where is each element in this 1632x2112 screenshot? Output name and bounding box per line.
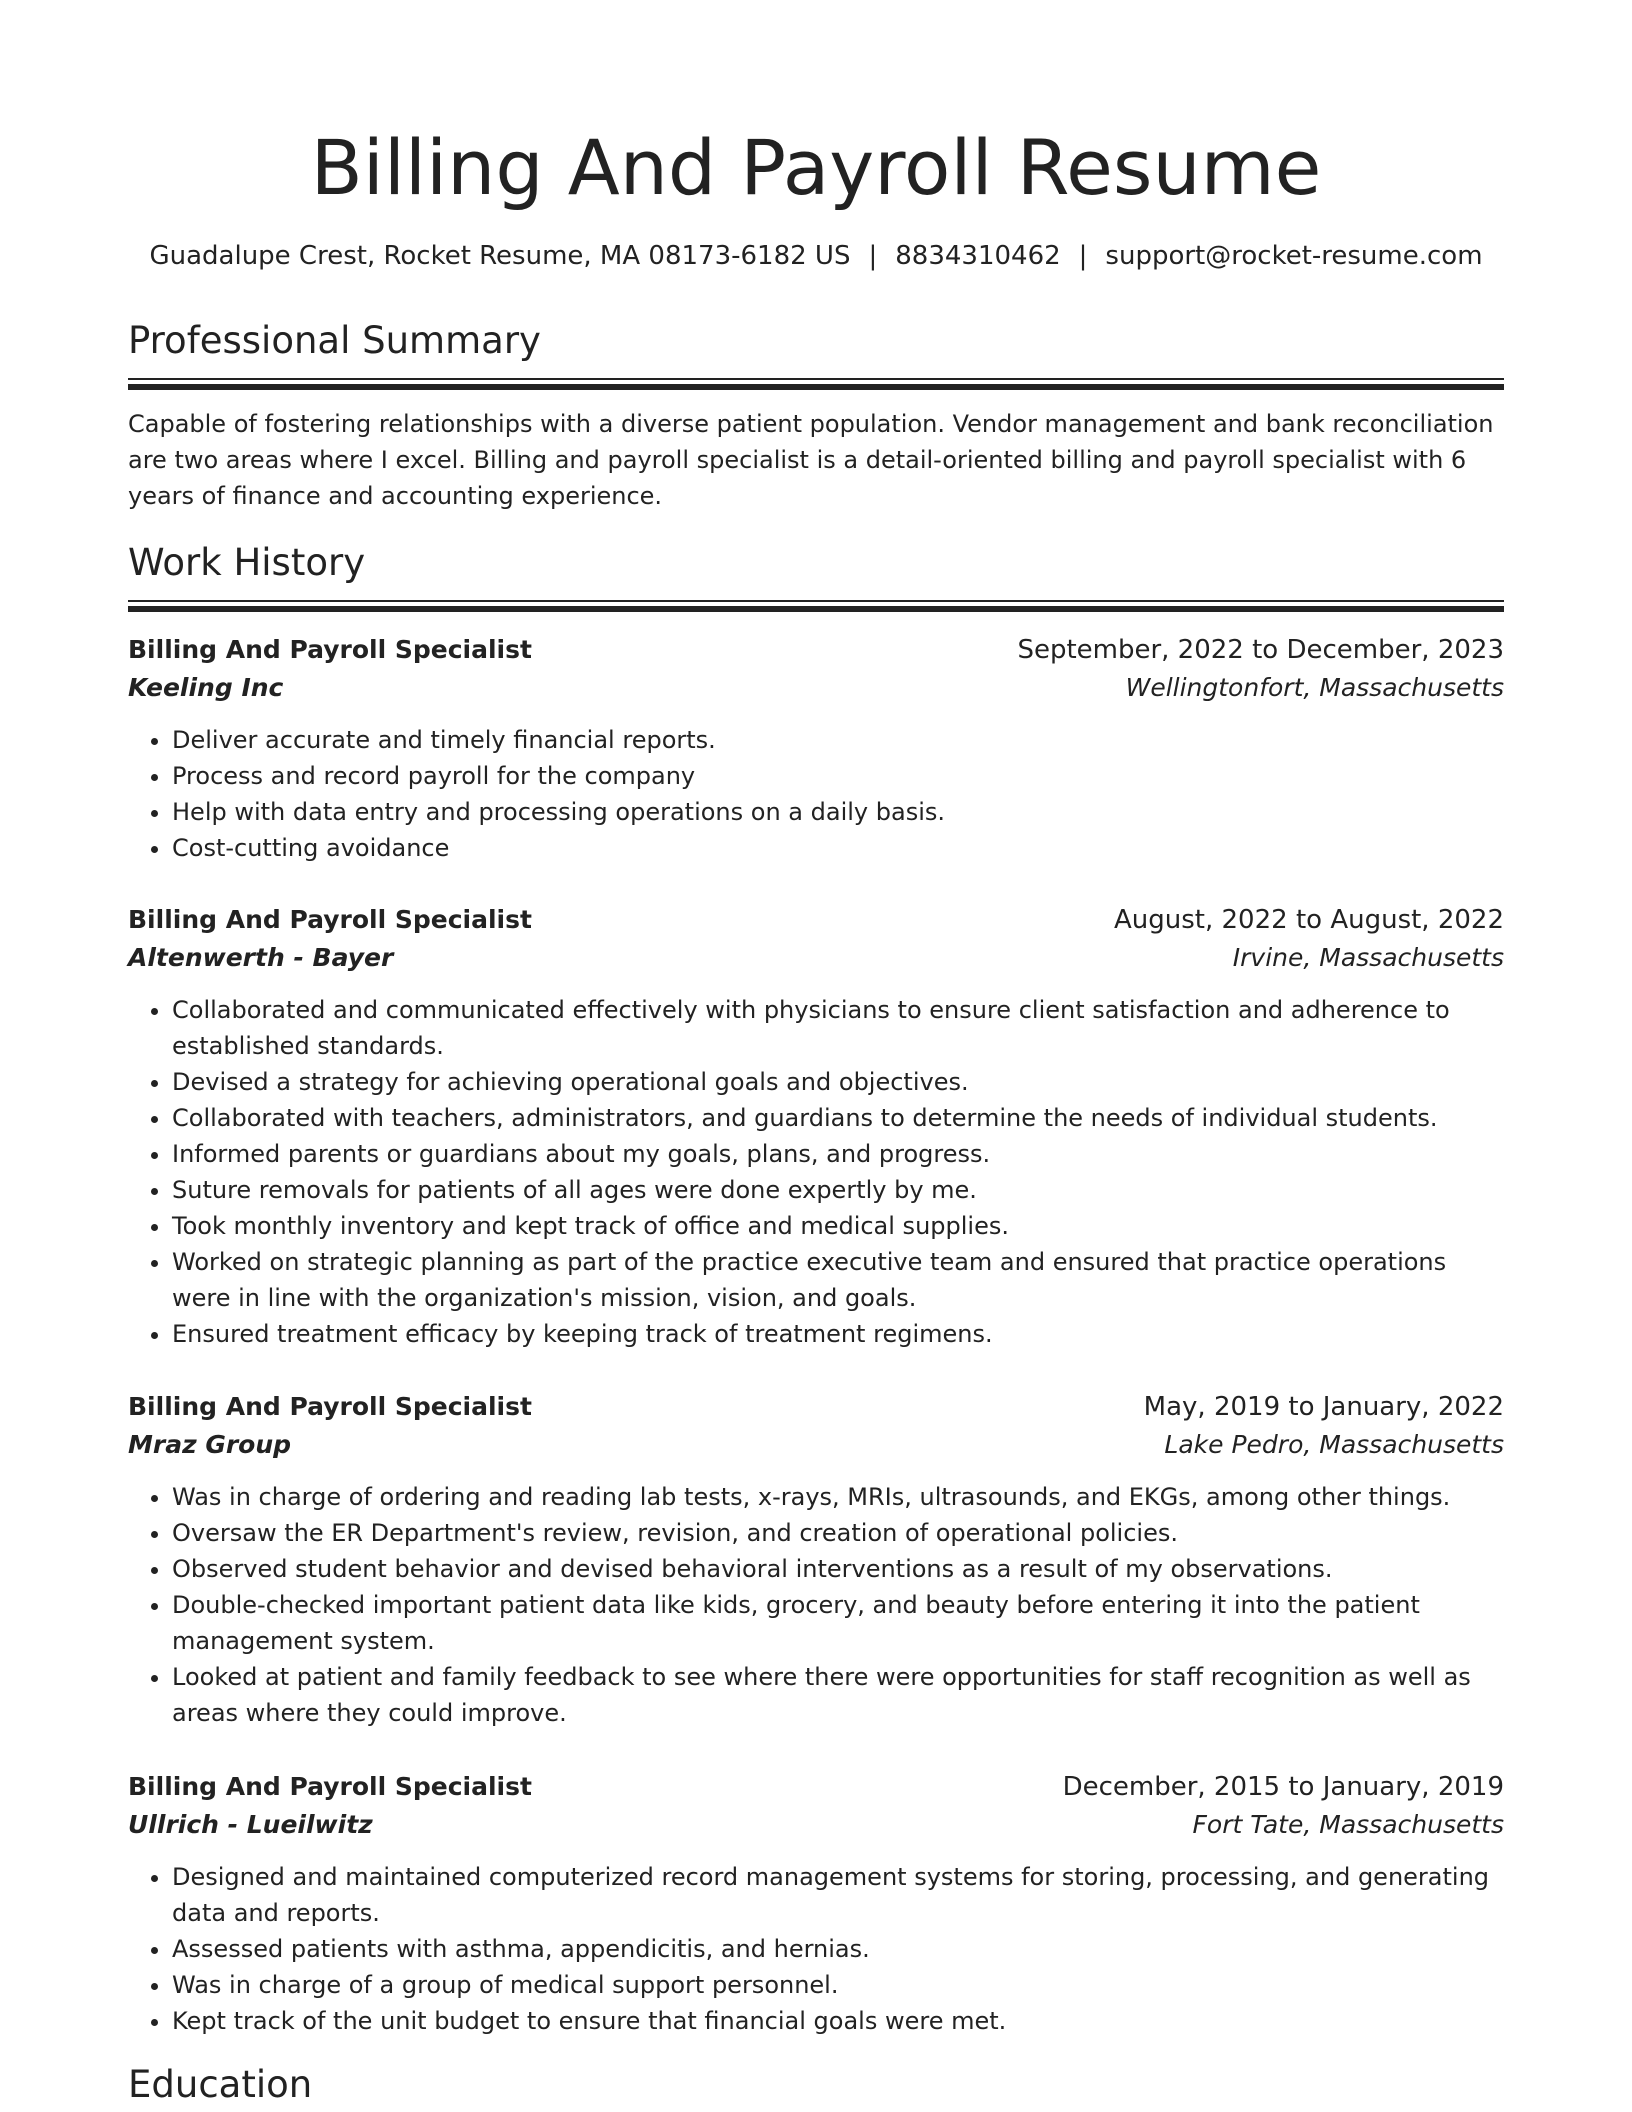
job-dates: December, 2015 to January, 2019 [1062, 1772, 1504, 1802]
job-bullets [128, 1479, 1504, 1731]
job-bullet: • Deliver accurate and timely financial reports. [172, 722, 1504, 758]
resume-title: Billing And Payroll Resume [310, 123, 1322, 212]
job-bullet: • Collaborated and communicated effectively with physicians to ensure client satisfaction and adherence to established standards. [172, 992, 1504, 1064]
job-dates: August, 2022 to August, 2022 [1114, 905, 1504, 935]
job-bullet: • Assessed patients with asthma, appendicitis, and hernias. [172, 1931, 1504, 1967]
job-company: Mraz Group [128, 1430, 292, 1459]
job-title-row [128, 1389, 1504, 1427]
job-bullet: • Suture removals for patients of all ages were done expertly by me. [172, 1172, 1504, 1208]
section-divider-thick [128, 606, 1504, 612]
job-company: Altenwerth - Bayer [128, 943, 394, 972]
job-company-row [128, 1427, 1504, 1465]
job-bullets [128, 1859, 1504, 2039]
contact-phone: 8834310462 [895, 241, 1061, 271]
job-bullet: • Oversaw the ER Department's review, revision, and creation of operational policies. [172, 1515, 1504, 1551]
job-title-row [128, 632, 1504, 670]
contact-line [128, 238, 1504, 274]
job-bullet: • Cost-cutting avoidance [172, 830, 1504, 866]
job-bullet: • Designed and maintained computerized record management systems for storing, processing, and generating data and reports. [172, 1859, 1504, 1931]
job-title: Billing And Payroll Specialist [128, 905, 532, 934]
job-dates: May, 2019 to January, 2022 [1143, 1392, 1504, 1422]
section-title: Work History [128, 541, 366, 584]
section-divider-thin [128, 600, 1504, 602]
job-title-row [128, 902, 1504, 940]
job-bullet: • Was in charge of a group of medical support personnel. [172, 1967, 1504, 2003]
job-company-row [128, 940, 1504, 978]
job-dates: September, 2022 to December, 2023 [1017, 635, 1504, 665]
job-bullet: • Process and record payroll for the company [172, 758, 1504, 794]
contact-separator: | [868, 241, 878, 271]
job-bullet: • Took monthly inventory and kept track of office and medical supplies. [172, 1208, 1504, 1244]
section-divider-thick [128, 384, 1504, 390]
job-title: Billing And Payroll Specialist [128, 635, 532, 664]
section-work-history [128, 538, 1504, 588]
job-location: Lake Pedro, Massachusetts [1164, 1430, 1504, 1459]
job-company: Ullrich - Lueilwitz [128, 1810, 373, 1839]
job-title: Billing And Payroll Specialist [128, 1772, 532, 1801]
job-entry [128, 632, 1504, 866]
job-location: Irvine, Massachusetts [1232, 943, 1504, 972]
job-bullet: • Observed student behavior and devised behavioral interventions as a result of my observations. [172, 1551, 1504, 1587]
job-company: Keeling Inc [128, 673, 284, 702]
job-bullet: • Collaborated with teachers, administrators, and guardians to determine the needs of individual students. [172, 1100, 1504, 1136]
job-bullet: • Help with data entry and processing operations on a daily basis. [172, 794, 1504, 830]
job-entry [128, 1389, 1504, 1731]
job-location: Fort Tate, Massachusetts [1192, 1810, 1504, 1839]
job-title: Billing And Payroll Specialist [128, 1392, 532, 1421]
job-entry [128, 902, 1504, 1352]
job-bullet: • Informed parents or guardians about my goals, plans, and progress. [172, 1136, 1504, 1172]
section-professional-summary [128, 316, 1504, 366]
section-divider-thin [128, 378, 1504, 380]
job-title-row [128, 1769, 1504, 1807]
job-entry [128, 1769, 1504, 2039]
job-bullet: • Devised a strategy for achieving operational goals and objectives. [172, 1064, 1504, 1100]
job-bullet: • Looked at patient and family feedback to see where there were opportunities for staff recognition as well as areas where they could improve. [172, 1659, 1504, 1731]
job-bullet: • Double-checked important patient data like kids, grocery, and beauty before entering it into the patient management system. [172, 1587, 1504, 1659]
job-bullet: • Worked on strategic planning as part of the practice executive team and ensured that practice operations were in line with the organization's mission, vision, and goals. [172, 1244, 1504, 1316]
job-company-row [128, 1807, 1504, 1845]
contact-email: support@rocket-resume.com [1105, 241, 1483, 271]
job-bullet: • Kept track of the unit budget to ensure that financial goals were met. [172, 2003, 1504, 2039]
job-company-row [128, 670, 1504, 708]
section-title: Education [128, 2063, 313, 2106]
job-bullets [128, 992, 1504, 1352]
job-bullets [128, 722, 1504, 866]
section-title: Professional Summary [128, 319, 541, 362]
job-location: Wellingtonfort, Massachusetts [1125, 673, 1504, 702]
section-education [128, 2060, 1504, 2110]
contact-separator: | [1078, 241, 1088, 271]
summary-text: Capable of fostering relationships with a diverse patient population. Vendor management and bank reconciliation are two areas where I excel. Billing and payroll specialist is a detail-oriented billing and payroll specialist with 6 years of finance and accounting experience. [128, 410, 1494, 510]
contact-address: Guadalupe Crest, Rocket Resume, MA 08173-6182 US [149, 241, 851, 271]
job-bullet: • Was in charge of ordering and reading lab tests, x-rays, MRIs, ultrasounds, and EKGs, among other things. [172, 1479, 1504, 1515]
job-bullet: • Ensured treatment efficacy by keeping track of treatment regimens. [172, 1316, 1504, 1352]
